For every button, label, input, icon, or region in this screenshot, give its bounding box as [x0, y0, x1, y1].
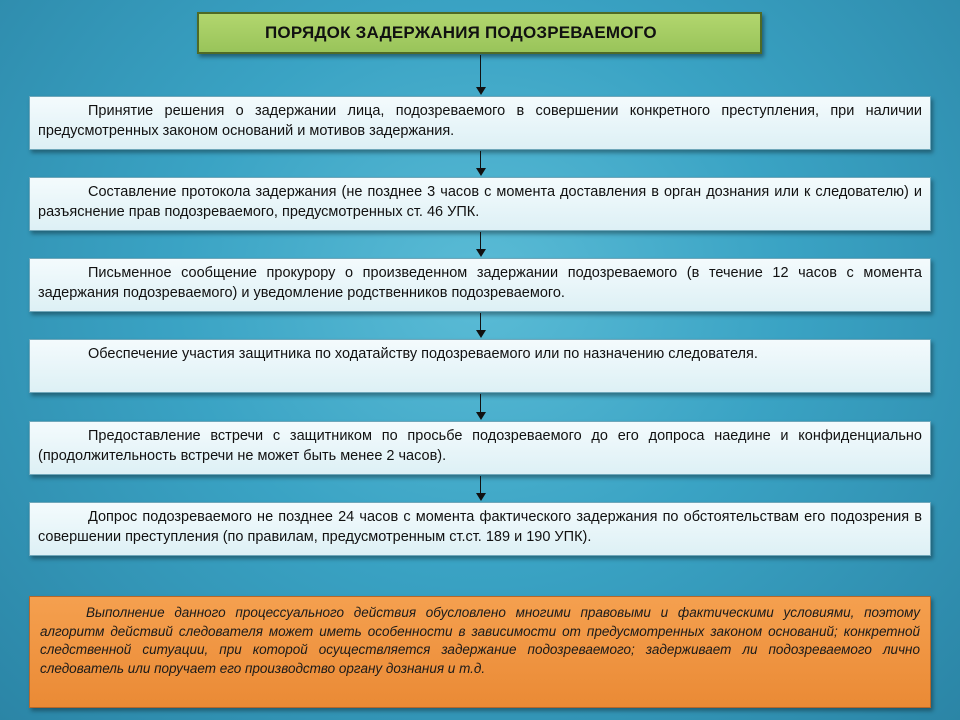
step-text: Составление протокола задержания (не позднее 3 часов с момента доставления в орган дознания или к следователю) и разъяснение прав подозреваемого, предусмотренных ст. 46 УПК. [38, 184, 922, 220]
note-text: Выполнение данного процессуального действия обусловлено многими правовыми и фактическими условиями, поэтому алгоритм действий следователя может иметь особенности в зависимости от предусмотренных законом оснований; конкретной следственной ситуации, при которой осуществляется задержание подозреваемого; задерживает ли подозреваемого лично следователь или поручает его производство органу дознания и т.д. [40, 605, 920, 676]
step-text: Допрос подозреваемого не позднее 24 часов с момента фактического задержания по обстоятельствам его подозрения в совершении преступления (по правилам, предусмотренным ст.ст. 189 и 190 УПК). [38, 509, 922, 545]
step-box-3 [29, 258, 931, 312]
arrow-down-icon [476, 493, 486, 501]
connector-line [480, 55, 481, 87]
arrow-down-icon [476, 87, 486, 95]
step-box-4 [29, 339, 931, 393]
connector-line [480, 394, 481, 412]
connector-line [480, 232, 481, 249]
step-text: Принятие решения о задержании лица, подозреваемого в совершении конкретного преступления, при наличии предусмотренных законом оснований и мотивов задержания. [38, 103, 922, 139]
diagram-title: ПОРЯДОК ЗАДЕРЖАНИЯ ПОДОЗРЕВАЕМОГО [265, 23, 657, 42]
connector-line [480, 151, 481, 168]
arrow-down-icon [476, 168, 486, 176]
note-box [29, 596, 931, 708]
connector-line [480, 476, 481, 493]
diagram-title-box [197, 12, 762, 54]
step-text: Письменное сообщение прокурору о произведенном задержании подозреваемого (в течение 12 часов с момента задержания подозреваемого) и уведомление родственников подозреваемого. [38, 265, 922, 301]
arrow-down-icon [476, 330, 486, 338]
step-text: Обеспечение участия защитника по ходатайству подозреваемого или по назначению следователя. [88, 346, 758, 362]
arrow-down-icon [476, 249, 486, 257]
connector-line [480, 313, 481, 330]
step-box-5 [29, 421, 931, 475]
step-box-1 [29, 96, 931, 150]
arrow-down-icon [476, 412, 486, 420]
step-box-2 [29, 177, 931, 231]
step-box-6 [29, 502, 931, 556]
step-text: Предоставление встречи с защитником по просьбе подозреваемого до его допроса наедине и конфиденциально (продолжительность встречи не может быть менее 2 часов). [38, 428, 922, 464]
